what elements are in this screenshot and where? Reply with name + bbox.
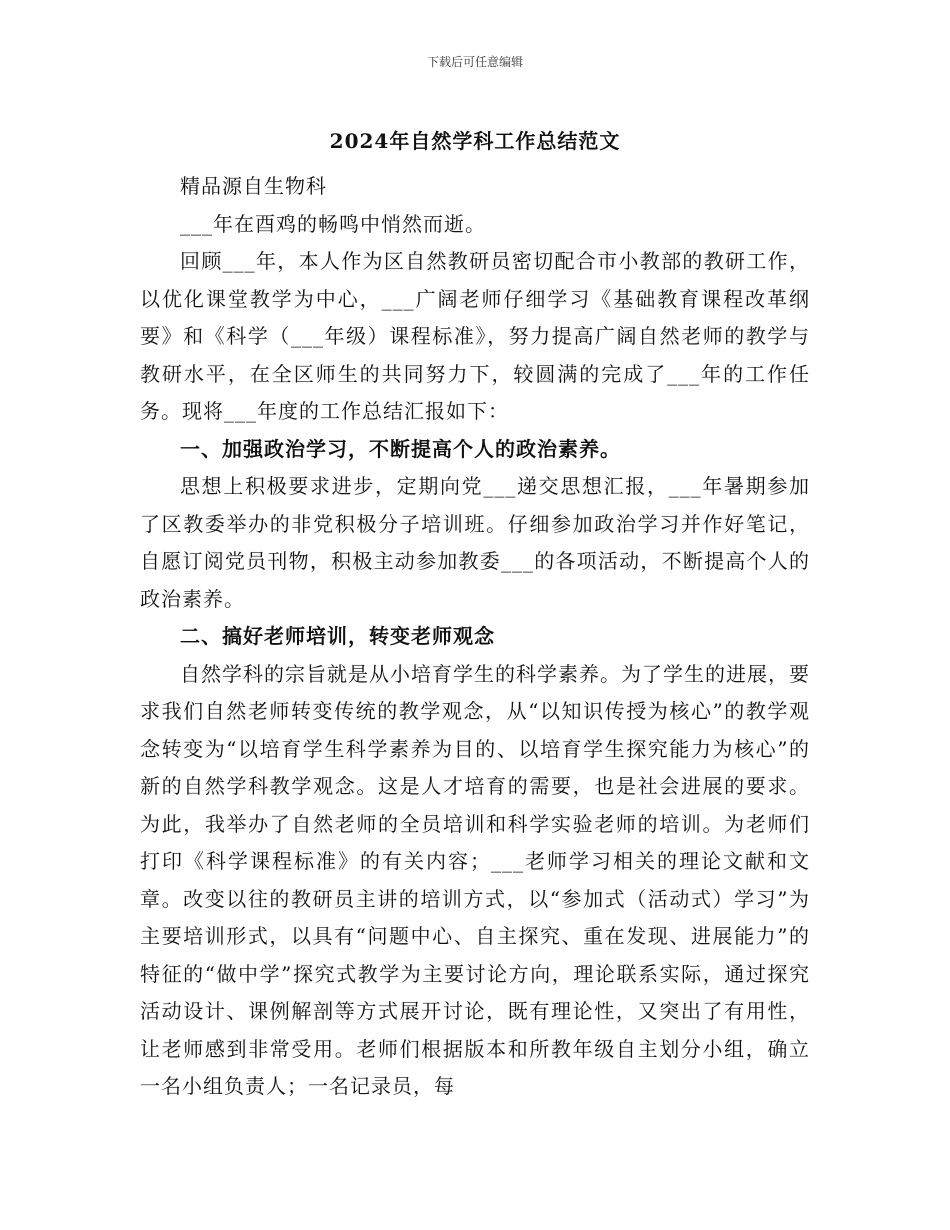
paragraph-review: 回顾___年，本人作为区自然教研员密切配合市小教部的教研工作，以优化课堂教学为中心，___广阔老师仔细学习《基础教育课程改革纲要》和《科学（___年级）课程标准》，努力提高广阔自然老师的教学与教研水平，在全区师生的共同努力下，较圆满的完成了___年的工作任务。现将___年度的工作总结汇报如下： [140, 249, 810, 423]
paragraph-section-2: 自然学科的宗旨就是从小培育学生的科学素养。为了学生的进展，要求我们自然老师转变传统的教学观念，从“以知识传授为核心”的教学观念转变为“以培育学生科学素养为目的、以培育学生探究能力为核心”的新的自然学科教学观念。这是人才培育的需要，也是社会进展的要求。为此，我举办了自然老师的全员培训和科学实验老师的培训。为老师们打印《科学课程标准》的有关内容；___老师学习相关的理论文献和文章。改变以往的教研员主讲的培训方式，以“参加式（活动式）学习”为主要培训形式，以具有“问题中心、自主探究、重在发现、进展能力”的特征的“做中学”探究式教学为主要讨论方向，理论联系实际，通过探究活动设计、课例解剖等方式展开讨论，既有理论性，又突出了有用性，让老师感到非常受用。老师们根据版本和所教年级自主划分小组，确立一名小组负责人；一名记录员，每 [140, 661, 810, 1098]
document-title: 2024年自然学科工作总结范文 [329, 129, 621, 153]
section-heading-2: 二、搞好老师培训，转变老师观念 [180, 624, 495, 648]
paragraph-source: 精品源自生物科 [180, 174, 327, 198]
paragraph-intro: ___年在酉鸡的畅鸣中悄然而逝。 [180, 211, 486, 236]
document-body [140, 168, 810, 1106]
paragraph-section-1: 思想上积极要求进步，定期向党___递交思想汇报，___年暑期参加了区教委举办的非党积极分子培训班。仔细参加政治学习并作好笔记，自愿订阅党员刊物，积极主动参加教委___的各项活动，不断提高个人的政治素养。 [140, 474, 810, 611]
page-header-note: 下载后可任意编辑 [426, 55, 523, 69]
section-heading-1: 一、加强政治学习，不断提高个人的政治素养。 [180, 436, 621, 461]
